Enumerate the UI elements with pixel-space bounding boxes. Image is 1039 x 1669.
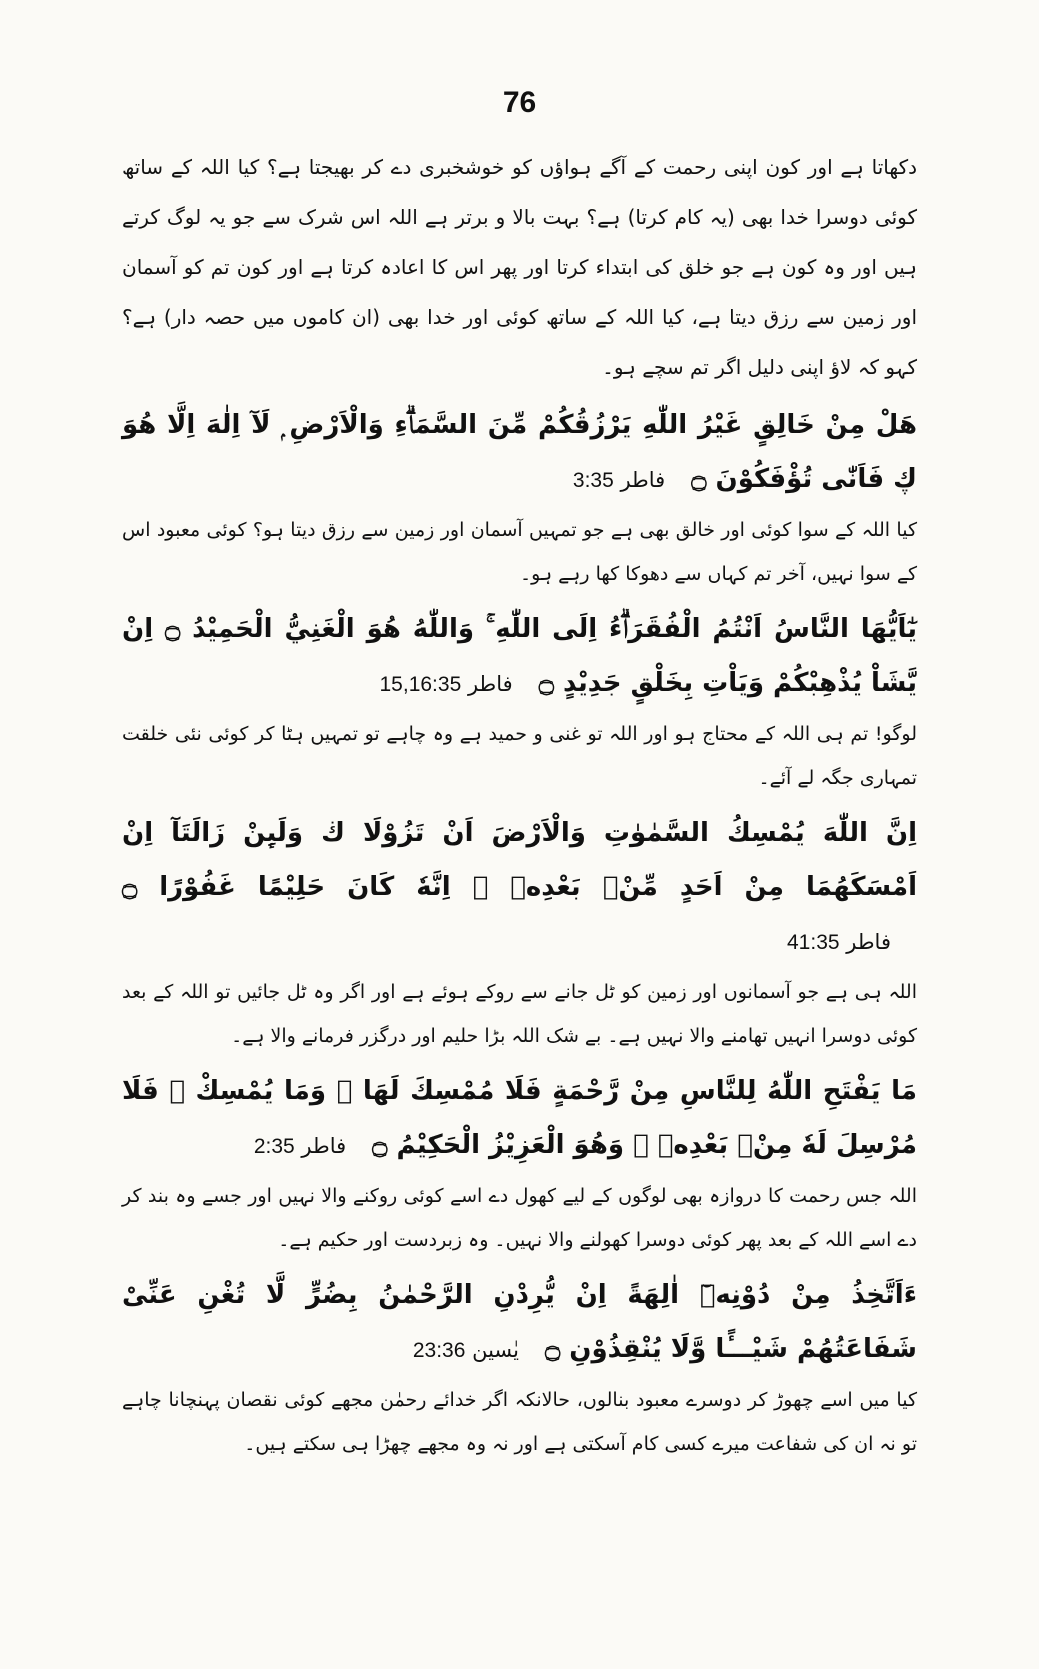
verse-block	[122, 806, 917, 1058]
verse-translation: اللہ جس رحمت کا دروازہ بھی لوگوں کے لیے کھول دے اسے کوئی روکنے والا نہیں اور جسے وہ بند کر دے اسے اللہ کے بعد پھر کوئی دوسرا کھولنے والا نہیں۔ وہ زبردست اور حکیم ہے۔	[122, 1185, 917, 1251]
arabic-verse	[122, 1268, 917, 1378]
verse-translation: لوگو! تم ہی اللہ کے محتاج ہو اور اللہ تو غنی و حمید ہے وہ چاہے تو تمہیں ہٹا کر کوئی نئی خلقت تمہاری جگہ لے آئے۔	[122, 723, 917, 789]
verse-translation: اللہ ہی ہے جو آسمانوں اور زمین کو ٹل جانے سے روکے ہوئے ہے اور اگر وہ ٹل جائیں تو اللہ کے بعد کوئی دوسرا انہیں تھامنے والا نہیں ہے۔ بے شک اللہ بڑا حلیم اور درگزر فرمانے والا ہے۔	[122, 981, 917, 1047]
reference-surah: فاطر	[620, 468, 666, 492]
reference-surah: فاطر	[846, 930, 891, 954]
reference-number: 15,16:35	[379, 673, 462, 696]
arabic-text: اِنَّ اللّٰهَ يُمْسِكُ السَّمٰوٰتِ وَالْاَرْضَ اَنْ تَزُوْلَا ڬ وَلَىِٕنْ زَالَتَآ اِنْ اَمْسَكَهُمَا مِنْ اَحَدٍ مِّنْۢ بَعْدِهٖ ۭ اِنَّهٗ كَانَ حَلِيْمًا غَفُوْرًا ۝	[122, 818, 917, 902]
verse-block	[122, 398, 917, 596]
verse-reference	[380, 657, 513, 712]
arabic-text: مَا يَفْتَحِ اللّٰهُ لِلنَّاسِ مِنْ رَّحْمَةٍ فَلَا مُمْسِكَ لَهَا ۚ وَمَا يُمْسِكْ ۙ فَلَا مُرْسِلَ لَهٗ مِنْۢ بَعْدِهٖ ۭ وَهُوَ الْعَزِيْزُ الْحَكِيْمُ ۝	[122, 1076, 917, 1160]
verse-reference	[787, 915, 891, 970]
intro-paragraph: دکھاتا ہے اور کون اپنی رحمت کے آگے ہواؤں کو خوشخبری دے کر بھیجتا ہے؟ کیا اللہ کے ساتھ کوئی دوسرا خدا بھی (یہ کام کرتا) ہے؟ بہت بالا و برتر ہے اللہ اس شرک سے جو یہ لوگ کرتے ہیں اور وہ کون ہے جو خلق کی ابتداء کرتا اور پھر اس کا اعادہ کرتا ہے اور کون تم کو آسمان اور زمین سے رزق دیتا ہے، کیا اللہ کے ساتھ کوئی اور خدا بھی (ان کاموں میں حصہ دار) ہے؟ کہو کہ لاؤ اپنی دلیل اگر تم سچے ہو۔	[122, 155, 917, 379]
verse-block	[122, 602, 917, 800]
reference-number: 41:35	[787, 931, 840, 954]
reference-surah: یٰسین	[472, 1338, 519, 1362]
verse-translation: کیا میں اسے چھوڑ کر دوسرے معبود بنالوں، حالانکہ اگر خدائے رحمٰن مجھے کوئی نقصان پہنچانا چاہے تو نہ ان کی شفاعت میرے کسی کام آسکتی ہے اور نہ وہ مجھے چھڑا ہی سکتے ہیں۔	[122, 1389, 917, 1455]
reference-number: 3:35	[572, 469, 614, 492]
arabic-text: ءَاَتَّخِذُ مِنْ دُوْنِهٖٓ اٰلِهَةً اِنْ يُّرِدْنِ الرَّحْمٰنُ بِضُرٍّ لَّا تُغْنِ عَنِّىْ شَفَاعَتُهُمْ شَيْـــًٔا وَّلَا يُنْقِذُوْنِ ۝	[122, 1280, 917, 1364]
verse-reference	[254, 1119, 346, 1174]
arabic-text: يٰٓاَيُّهَا النَّاسُ اَنْتُمُ الْفُقَرَاۗءُ اِلَى اللّٰهِ ۚ وَاللّٰهُ هُوَ الْغَنِيُّ الْحَمِيْدُ ۝ اِنْ يَّشَاْ يُذْهِبْكُمْ وَيَاْتِ بِخَلْقٍ جَدِيْدٍ ۝	[122, 614, 917, 698]
reference-surah: فاطر	[467, 672, 513, 696]
verse-reference	[573, 453, 665, 508]
page-number: 76	[502, 86, 537, 119]
verse-reference	[413, 1323, 519, 1378]
reference-number: 2:35	[253, 1135, 295, 1158]
arabic-verse	[122, 806, 917, 970]
arabic-verse	[122, 1064, 917, 1174]
arabic-text: هَلْ مِنْ خَالِقٍ غَيْرُ اللّٰهِ يَرْزُقُكُمْ مِّنَ السَّمَاۗءِ وَالْاَرْضِ ۭ لَآ اِلٰهَ اِلَّا هُوَ ڮ فَاَنّٰى تُؤْفَكُوْنَ ۝	[122, 410, 917, 494]
verse-block	[122, 1064, 917, 1262]
arabic-verse	[122, 398, 917, 508]
verse-translation: کیا اللہ کے سوا کوئی اور خالق بھی ہے جو تمہیں آسمان اور زمین سے رزق دیتا ہو؟ کوئی معبود اس کے سوا نہیں، آخر تم کہاں سے دھوکا کھا رہے ہو۔	[122, 519, 918, 585]
verse-block	[122, 1268, 917, 1466]
reference-number: 23:36	[412, 1339, 466, 1362]
reference-surah: فاطر	[301, 1134, 347, 1158]
arabic-verse	[122, 602, 917, 712]
